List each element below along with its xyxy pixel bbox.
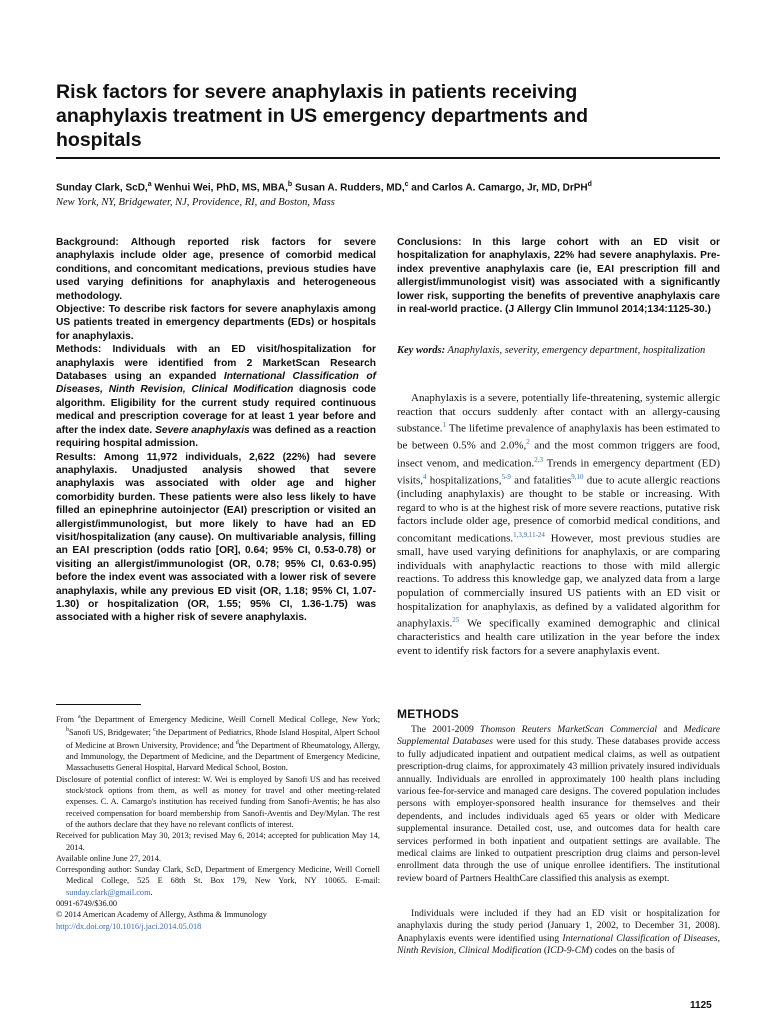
methods-paragraph: Individuals were included if they had an ED visit or hospitalization for anaphylaxis during the study period (January 1, 2002, to December 31, 2008). Anaphylaxis events were identified using International Classification of Diseases, Ninth Revision, Clinical Modification (ICD-9-CM) codes on the basis of	[397, 908, 721, 957]
author-affiliation-mark: a	[147, 181, 152, 188]
author-locations: New York, NY, Bridgewater, NJ, Providence, RI, and Boston, Mass	[56, 197, 335, 208]
methods-heading: METHODS	[397, 707, 460, 721]
abstract-background: Background: Although reported risk factors for severe anaphylaxis include older age, presence of comorbid medical conditions, and concomitant medications, previous studies have used varying definitions for anaphylaxis and heterogeneous methodology.	[56, 237, 376, 302]
author-affiliation-mark: b	[287, 181, 293, 188]
footnote-corresponding: Corresponding author: Sunday Clark, ScD, Department of Emergency Medicine, Weill Cornell Medical College, 525 E 68th St. Box 179, New York, NY 10065. E-mail: sunday.clark@gmail.com.	[56, 865, 380, 897]
footnote-received: Received for publication May 30, 2013; revised May 6, 2014; accepted for publication May 14, 2014.	[56, 831, 380, 852]
footnote-issn: 0091-6749/$36.00	[56, 899, 118, 909]
author-name: Susan A. Rudders, MD,	[292, 182, 405, 194]
citation-link[interactable]: 1,3,9,11-24	[513, 530, 545, 539]
abstract-results: Results: Among 11,972 individuals, 2,622 (22%) had severe anaphylaxis. Unadjusted analysis showed that severe anaphylaxis was associated with older age and higher comorbidity burden. These patients were also less likely to have filled an epinephrine autoinjector (EAI) prescription or visited an allergist/immunologist, but more likely to have had an ED visit/hospitalization (any cause). On multivariable analysis, filling an EAI prescription (odds ratio [OR], 0.64; 95% CI, 0.53-0.78) or visiting an allergist/immunologist (OR, 0.78; 95% CI, 0.63-0.95) before the index event was associated with a lower risk of severe anaphylaxis, while any previous ED visit (OR, 1.18; 95% CI, 1.07-1.30) or hospitalization (OR, 1.55; 95% CI, 1.36-1.75) was associated with a higher risk of severe anaphylaxis.	[56, 451, 376, 624]
abstract-left-column	[56, 236, 376, 625]
title-rule	[56, 157, 720, 159]
author-affiliation-mark: d	[587, 181, 592, 188]
author-name: Wenhui Wei, PhD, MS, MBA,	[151, 182, 288, 194]
page-number: 1125	[690, 1000, 712, 1011]
footnote-available: Available online June 27, 2014.	[56, 853, 161, 863]
citation-link[interactable]: 9,10	[571, 472, 584, 481]
article-title: Risk factors for severe anaphylaxis in patients receiving anaphylaxis treatment in US emergency departments and hospitals	[56, 81, 589, 151]
abstract-conclusions: Conclusions: In this large cohort with an ED visit or hospitalization for anaphylaxis, 22% had severe anaphylaxis. Pre-index preventive anaphylaxis care (ie, EAI prescription fill and allergist/immunologist visit) was associated with a significantly lower risk, supporting the benefits of preventive anaphylaxis care in real-world practice. (J Allergy Clin Immunol 2014;134:1125-30.)	[397, 237, 720, 316]
footnote-disclosure: Disclosure of potential conflict of interest: W. Wei is employed by Sanofi US and has received stock/stock options from them, as well as money for travel and other meeting-related expenses. C. A. Camargo's institution has received funding from Sanofi-Aventis; he has also received compensation for board membership from Sanofi-Aventis and Dey/Mylan. The rest of the authors declare that they have no relevant conflicts of interest.	[56, 774, 380, 829]
citation-link[interactable]: 2,3	[534, 455, 543, 464]
abstract-objective: Objective: To describe risk factors for severe anaphylaxis among US patients treated in emergency departments (EDs) or hospitals for anaphylaxis.	[56, 304, 376, 342]
footnote-rule	[56, 704, 141, 705]
citation-link[interactable]: 4	[422, 472, 427, 481]
abstract-right-column	[397, 236, 720, 316]
abstract-methods: Methods: Individuals with an ED visit/hospitalization for anaphylaxis were identified from 2 MarketScan Research Databases using an expanded International Classification of Diseases, Ninth Revision, Clinical Modification diagnosis code algorithm. Eligibility for the current study required continuous medical and prescription coverage for at least 1 year before and after the index date. Severe anaphylaxis was defined as a reaction requiring hospital admission.	[56, 344, 377, 450]
author-list	[56, 178, 736, 195]
author-name: and Carlos A. Camargo, Jr, MD, DrPH	[408, 182, 588, 194]
citation-link[interactable]: 2	[526, 438, 530, 447]
email-link[interactable]: sunday.clark@gmail.com	[66, 887, 151, 897]
footnote-affiliations: From $^a$the Department of Emergency Medicine, Weill Cornell Medical College, New York; $^b$Sanofi US, Bridgewater; $^c$the Department of Pediatrics, Rhode Island Hospital, Alpert School of Medicine at Brown University, Providence; and $^d$the Department of Rheumatology, Allergy, and Immunology, the Department of Medicine, and the Department of Emergency Medicine, Massachusetts General Hospital, Harvard Medical School, Boston.	[56, 714, 381, 773]
author-affiliation-mark: c	[404, 181, 409, 188]
doi-link[interactable]: http://dx.doi.org/10.1016/j.jaci.2014.05.018	[56, 921, 202, 931]
footnote-copyright: © 2014 American Academy of Allergy, Asthma & Immunology	[56, 910, 267, 920]
key-words	[397, 344, 720, 358]
citation-link[interactable]: 25	[452, 616, 460, 625]
footnotes	[56, 712, 380, 932]
methods-paragraph: The 2001-2009 Thomson Reuters MarketScan Commercial and Medicare Supplemental Databases were used for this study. These databases provide access to fully adjudicated inpatient and outpatient medical claims, as well as outpatient prescription-drug claims, for approximately 43 million privately insured individuals annually. Individuals are enrolled in approximately 100 health plans including various fee-for-service and managed care designs. The covered population includes persons with employer-sponsored health insurance for themselves and their dependents, and includes individuals aged 65 years or older with Medicare supplemental insurance. Detailed cost, use, and outcomes data for health care services performed in both inpatient and outpatient settings are available. The medical claims are linked to outpatient prescription drug claims and person-level enrollment data through the use of unique enrollee identifiers. The institutional review board of Partners HealthCare classified this analysis as exempt.	[397, 724, 720, 884]
key-words-text: Anaphylaxis, severity, emergency department, hospitalization	[445, 345, 706, 356]
introduction-paragraph: Anaphylaxis is a severe, potentially life-threatening, systemic allergic reaction that occurs suddenly after contact with an allergy-causing substance.$^1$ The lifetime prevalence of anaphylaxis has been estimated to be between 0.5% and 2.0%,$^2$ and the most common triggers are food, insect venom, and medication.$^{2,3}$ Trends in emergency department (ED) visits,$^4$ hospitalizations,$^{5-9}$ and fatalities$^{9,10}$ due to acute allergic reactions (including anaphylaxis) are thought to be stable or increasing. With regard to who is at the highest risk of more severe reactions, putative risk factors include older age, presence of comorbid medical conditions, and concomitant medications.$^{1,3,9,11-24}$ However, most previous studies are small, have used varying definitions for anaphylaxis, or are comparing individuals with anaphylactic reactions to those with mild allergic reactions. To address this knowledge gap, we analyzed data from a large population of commercially insured US patients with an ED visit or hospitalization for anaphylaxis, as defined by a validated algorithm for anaphylaxis.$^{25}$ We specifically examined demographic and clinical characteristics and health care utilization in the year before the index event to identify risk factors for a severe anaphylaxis event.	[397, 392, 720, 658]
key-words-label: Key words:	[397, 345, 446, 356]
citation-link[interactable]: 1	[442, 421, 447, 430]
citation-link[interactable]: 5-9	[501, 472, 511, 481]
author-name: Sunday Clark, ScD,	[56, 182, 148, 194]
